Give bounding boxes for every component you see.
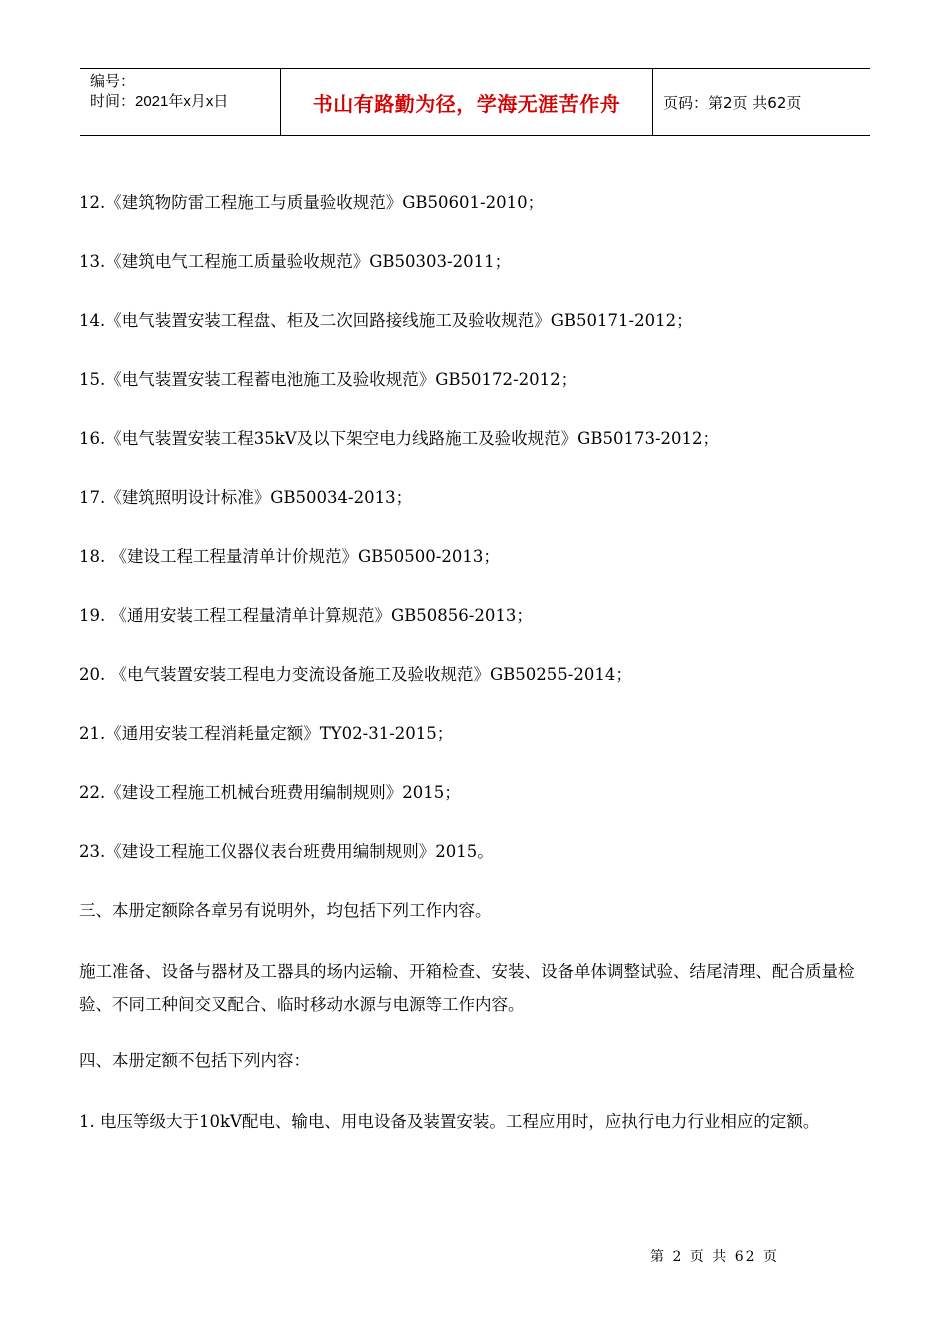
number-label: 编号： (90, 73, 136, 90)
header-meta (80, 69, 281, 135)
paragraph: 14.《电气装置安装工程盘、柜及二次回路接线施工及验收规范》GB50171-2012； (79, 311, 693, 330)
paragraph: 20. 《电气装置安装工程电力变流设备施工及验收规范》GB50255-2014； (79, 665, 632, 684)
paragraph: 17.《建筑照明设计标准》GB50034-2013； (79, 488, 413, 507)
paragraph: 16.《电气装置安装工程35kV及以下架空电力线路施工及验收规范》GB50173-2012； (79, 429, 720, 448)
paragraph: 19. 《通用安装工程工程量清单计算规范》GB50856-2013； (79, 606, 533, 625)
paragraph: 12.《建筑物防雷工程施工与质量验收规范》GB50601-2010； (79, 193, 545, 212)
paragraph: 23.《建设工程施工仪器仪表台班费用编制规则》2015。 (79, 842, 494, 861)
document-body (79, 188, 869, 1163)
paragraph: 15.《电气装置安装工程蓄电池施工及验收规范》GB50172-2012； (79, 370, 578, 389)
paragraph: 施工准备、设备与器材及工器具的场内运输、开箱检查、安装、设备单体调整试验、结尾清理、配合质量检验、不同工种间交叉配合、临时移动水源与电源等工作内容。 (79, 962, 855, 1014)
paragraph: 22.《建设工程施工机械台班费用编制规则》2015； (79, 783, 461, 802)
section-heading: 四、本册定额不包括下列内容： (79, 1051, 310, 1070)
paragraph: 18. 《建设工程工程量清单计价规范》GB50500-2013； (79, 547, 500, 566)
paragraph: 1. 电压等级大于10kV配电、输电、用电设备及装置安装。工程应用时，应执行电力行业相应的定额。 (79, 1112, 820, 1131)
paragraph: 13.《建筑电气工程施工质量验收规范》GB50303-2011； (79, 252, 512, 271)
date-label: 时间：2021年x月x日 (90, 93, 229, 110)
paragraph: 21.《通用安装工程消耗量定额》TY02-31-2015； (79, 724, 454, 743)
header-motto: 书山有路勤为径，学海无涯苦作舟 (281, 69, 653, 135)
page-header (80, 68, 870, 136)
header-page-info: 页码：第2页 共62页 (663, 93, 802, 112)
section-heading: 三、本册定额除各章另有说明外，均包括下列工作内容。 (79, 901, 492, 920)
page-footer: 第 2 页 共 62 页 (650, 1249, 779, 1265)
